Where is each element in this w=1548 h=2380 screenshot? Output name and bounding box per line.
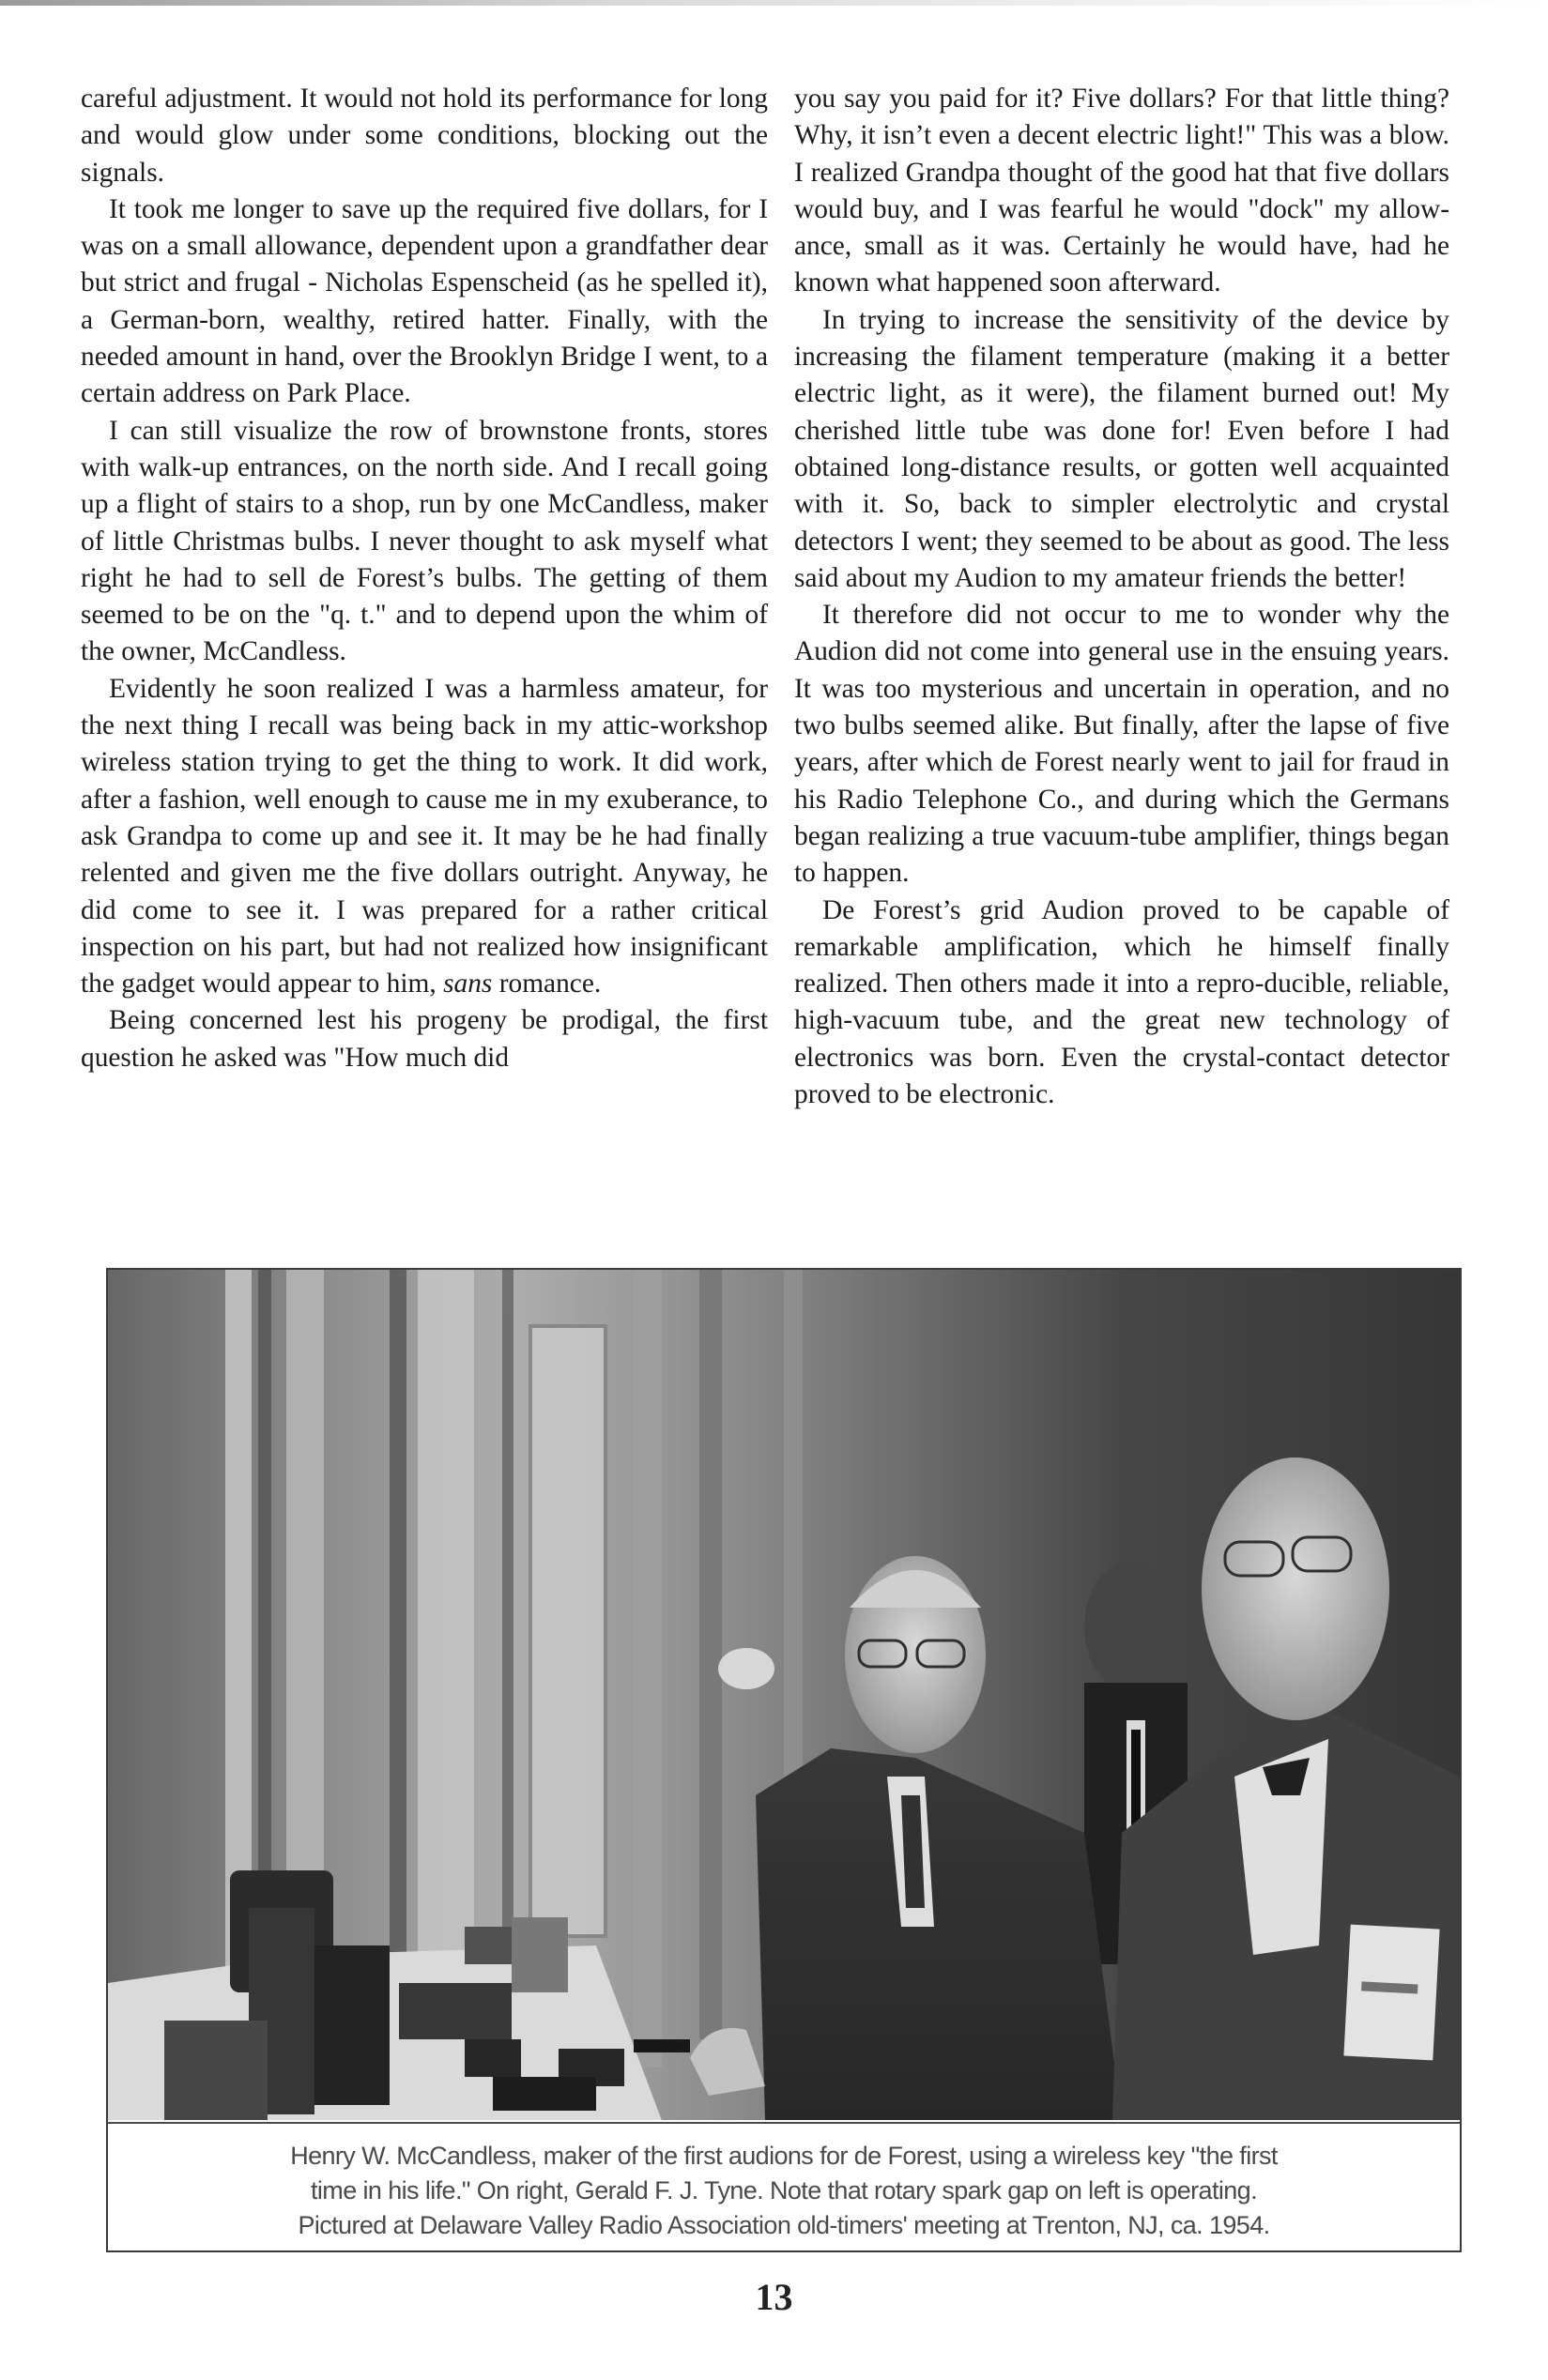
caption-line: Pictured at Delaware Valley Radio Association old-timers' meeting at Trenton, NJ, ca. 1954. (298, 2211, 1270, 2239)
paragraph-text-end: romance. (492, 969, 602, 999)
photo-illustration (108, 1270, 1460, 2120)
left-text-column (81, 81, 768, 1076)
page-top-edge (0, 0, 1548, 6)
paragraph: In trying to increase the sensitivity of the device by increasing the filament temperature (making it a better electric light, as it were), the filament burned out! My cherished little tube was done for! Even before I had obtained long-distance results, or gotten well acquainted with it. So, back to simpler electrolytic and crystal detectors I went; they seemed to be about as good. The less said about my Audion to my amateur friends the better! (794, 304, 1449, 593)
photo-figure (106, 1268, 1462, 2252)
paragraph: you say you paid for it? Five dollars? For that little thing? Why, it isn’t even a decent electric light!" This was a blow. I realized Grandpa thought of the good hat that five dollars would buy, and I was fearful he would "dock" my allow-ance, small as it was. Certainly he would have, had he known what happened soon afterward. (794, 84, 1449, 298)
caption-line: time in his life." On right, Gerald F. J. Tyne. Note that rotary spark gap on left is operating. (311, 2176, 1257, 2205)
paragraph: careful adjustment. It would not hold its performance for long and would glow under some conditions, blocking out the signals. (81, 84, 768, 188)
paragraph-text: Evidently he soon realized I was a harmless amateur, for the next thing I recall was being back in my attic-workshop wireless station trying to get the thing to work. It did work, after a fashion, well enough to cause me in my exuberance, to ask Grandpa to come up and see it. It may be he had finally relented and given me the five dollars outright. Anyway, he did come to see it. I was prepared for a rather critical inspection on his part, but had not realized how insignificant the gadget would appear to him, (81, 673, 768, 999)
historical-photo (108, 1270, 1460, 2120)
paragraph: De Forest’s grid Audion proved to be capable of remarkable amplification, which he himself finally realized. Then others made it into a repro-ducible, reliable, high-vacuum tube, and the great new technology of electronics was born. Even the crystal-contact detector proved to be electronic. (794, 894, 1449, 1110)
paragraph-with-italic (81, 671, 768, 1003)
paragraph: I can still visualize the row of brownstone fronts, stores with walk-up entrances, on the north side. And I recall going up a flight of stairs to a shop, run by one McCandless, maker of little Christmas bulbs. I never thought to ask myself what right he had to sell de Forest’s bulbs. The getting of them seemed to be on the "q. t." and to depend upon the whim of the owner, McCandless. (81, 415, 768, 667)
paragraph: It therefore did not occur to me to wonder why the Audion did not come into general use in the ensuing years. It was too mysterious and uncertain in operation, and no two bulbs seemed alike. But finally, after the lapse of five years, after which de Forest nearly went to jail for fraud in his Radio Telephone Co., and during which the Germans began realizing a true vacuum-tube amplifier, things began to happen. (794, 600, 1449, 889)
page-number: 13 (755, 2276, 793, 2318)
paragraph: Being concerned lest his progeny be prodigal, the first question he asked was "How much did (81, 1005, 768, 1073)
italic-word: sans (443, 969, 493, 999)
photo-caption (108, 2122, 1460, 2250)
caption-line: Henry W. McCandless, maker of the first audions for de Forest, using a wireless key "the first (290, 2142, 1278, 2170)
right-text-column (794, 81, 1449, 1113)
paragraph: It took me longer to save up the required five dollars, for I was on a small allowance, dependent upon a grandfather dear but strict and frugal - Nicholas Espenscheid (as he spelled it), a German-born, wealthy, retired hatter. Finally, with the needed amount in hand, over the Brooklyn Bridge I went, to a certain address on Park Place. (81, 193, 768, 409)
